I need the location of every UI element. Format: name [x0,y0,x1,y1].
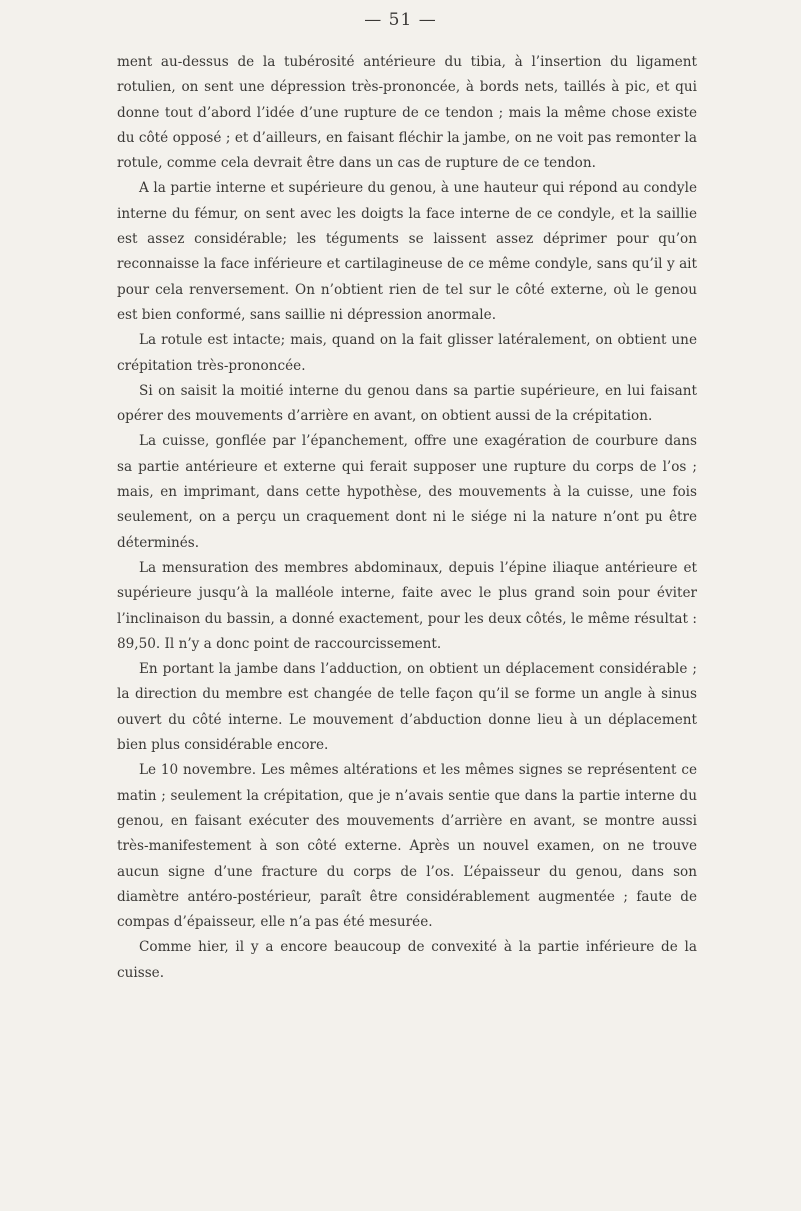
paragraph-continuation: ment au-dessus de la tubérosité antérieure du tibia, à l’insertion du ligament rotulien, on sent une dépression très-prononcée, à bords nets, taillés à pic, et qui donne tout d’abord l’idée d’une rupture de ce tendon ; mais la même chose existe du côté opposé ; et d’ailleurs, en faisant fléchir la jambe, on ne voit pas remonter la rotule, comme cela devrait être dans un cas de rupture de ce tendon. [117,54,697,172]
page-number: — 51 — [364,10,437,30]
paragraph-10-novembre: Le 10 novembre. Les mêmes altérations et les mêmes signes se représentent ce matin ; seulement la crépitation, que je n’avais sentie que dans la partie interne du genou, en faisant exécuter des mouvements d’arrière en avant, se montre aussi très-manifestement à son côté externe. Après un nouvel examen, on ne trouve aucun signe d’une fracture du corps de l’os. L’épaisseur du genou, dans son diamètre antéro-postérieur, paraît être considérablement augmentée ; faute de compas d’épaisseur, elle n’a pas été mesurée. [117,762,697,931]
paragraph-comme-hier: Comme hier, il y a encore beaucoup de convexité à la partie inférieure de la cuisse. [117,939,697,981]
paragraph-cuisse: La cuisse, gonflée par l’épanchement, offre une exagération de courbure dans sa partie antérieure et externe qui ferait supposer une rupture du corps de l’os ; mais, en imprimant, dans cette hypothèse, des mouvements à la cuisse, une fois seulement, on a perçu un craquement dont ni le siége ni la nature n’ont pu être déterminés. [117,433,697,551]
paragraph-mensuration: La mensuration des membres abdominaux, depuis l’épine iliaque antérieure et supérieure jusqu’à la malléole interne, faite avec le plus grand soin pour éviter l’inclinaison du bassin, a donné exactement, pour les deux côtés, le même résultat : 89,50. Il n’y a donc point de raccourcissement. [117,559,697,652]
paragraph-rotule: La rotule est intacte; mais, quand on la fait glisser latéralement, on obtient une crépitation très-prononcée. [117,332,697,374]
paragraph-condyle: A la partie interne et supérieure du genou, à une hauteur qui répond au condyle interne du fémur, on sent avec les doigts la face interne de ce condyle, et la saillie est assez considérable; les téguments se laissent assez déprimer pour qu’on reconnaisse la face inférieure et cartilagineuse de ce même condyle, sans qu’il y ait pour cela renversement. On n’obtient rien de tel sur le côté externe, où le genou est bien conformé, sans saillie ni dépression anormale. [117,180,697,323]
body-text [117,50,697,986]
paragraph-genou-crepitation: Si on saisit la moitié interne du genou dans sa partie supérieure, en lui faisant opérer des mouvements d’arrière en avant, on obtient aussi de la crépitation. [117,382,697,425]
paragraph-adduction: En portant la jambe dans l’adduction, on obtient un déplacement considérable ; la direction du membre est changée de telle façon qu’il se forme un angle à sinus ouvert du côté interne. Le mouvement d’abduction donne lieu à un déplacement bien plus considérable encore. [117,661,697,754]
